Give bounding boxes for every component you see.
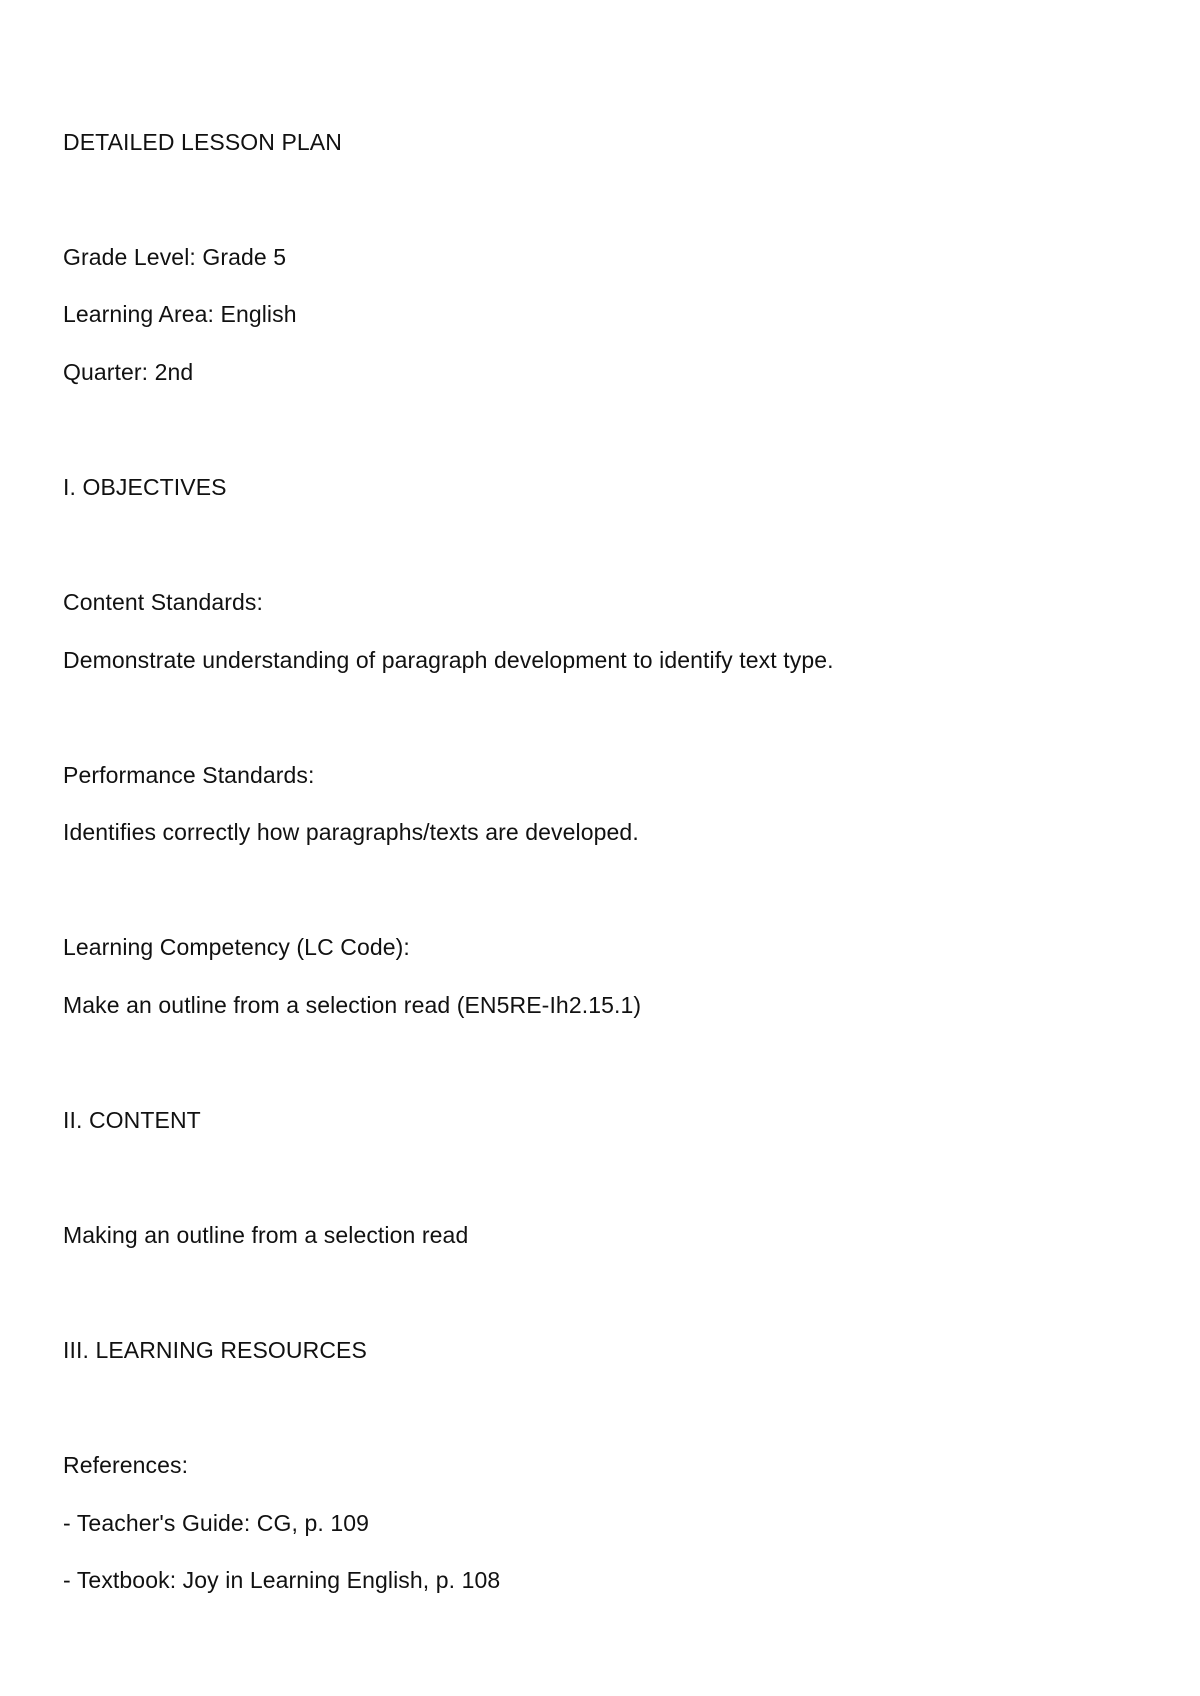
grade-level: Grade Level: Grade 5 [63,244,287,270]
content-heading: II. CONTENT [63,1107,201,1133]
performance-standards-label: Performance Standards: [63,762,315,788]
content-text: Making an outline from a selection read [63,1222,469,1248]
references-label: References: [63,1452,189,1478]
learning-area: Learning Area: English [63,301,297,327]
performance-standards-text: Identifies correctly how paragraphs/texts are developed. [63,819,639,845]
learning-competency-label: Learning Competency (LC Code): [63,934,410,960]
objectives-heading: I. OBJECTIVES [63,474,227,500]
reference-item: - Textbook: Joy in Learning English, p. 108 [63,1567,501,1593]
learning-competency-text: Make an outline from a selection read (EN5RE-Ih2.15.1) [63,992,642,1018]
quarter: Quarter: 2nd [63,359,194,385]
content-standards-label: Content Standards: [63,589,263,615]
document-title: DETAILED LESSON PLAN [63,129,342,155]
learning-resources-heading: III. LEARNING RESOURCES [63,1337,367,1363]
content-standards-text: Demonstrate understanding of paragraph development to identify text type. [63,647,834,673]
reference-item: - Teacher's Guide: CG, p. 109 [63,1510,370,1536]
